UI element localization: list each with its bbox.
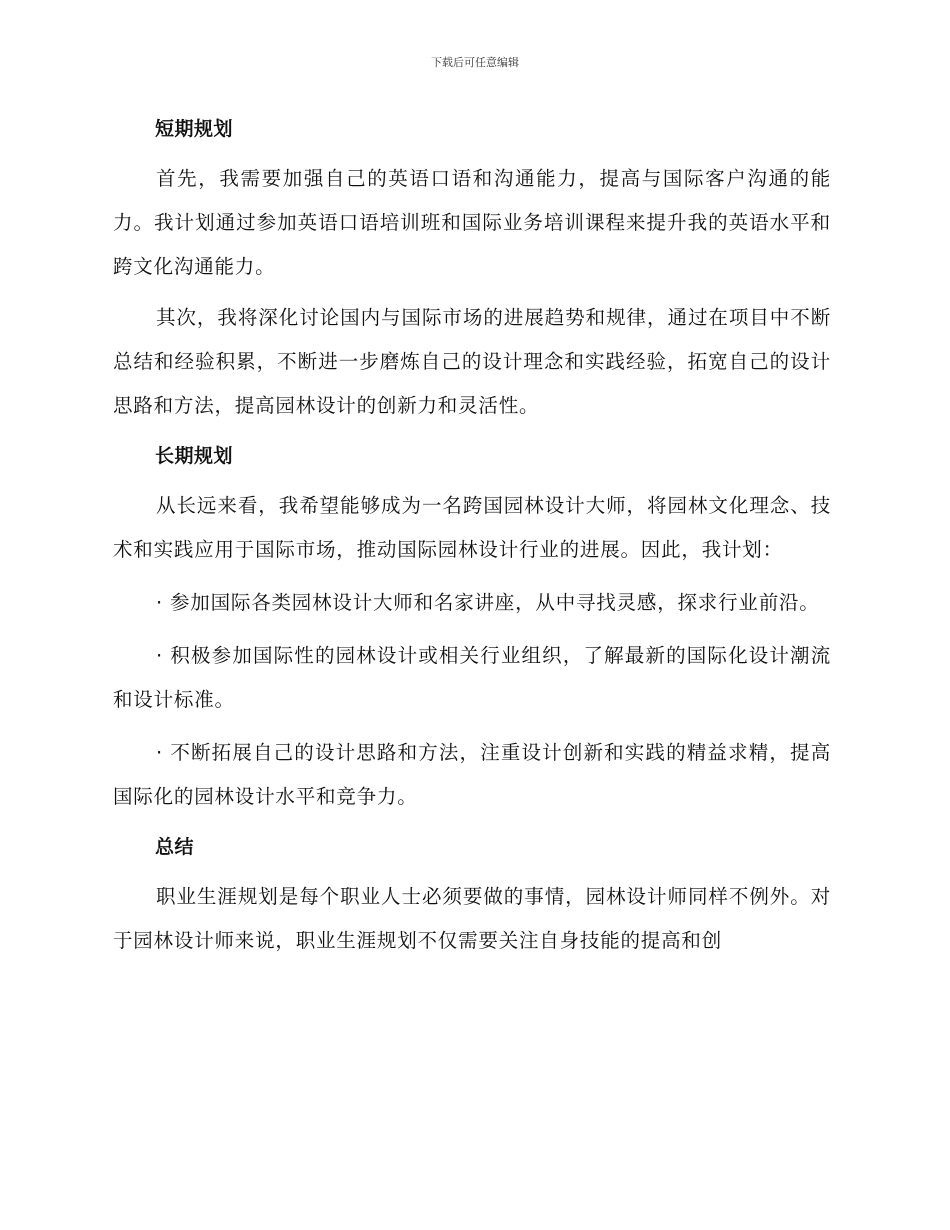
- page-header: 下载后可任意编辑: [431, 56, 519, 69]
- bullet-item-2: · 积极参加国际性的园林设计或相关行业组织，了解最新的国际化设计潮流和设计标准。: [113, 644, 831, 711]
- paragraph-summary: 职业生涯规划是每个职业人士必须要做的事情，园林设计师同样不例外。对于园林设计师来说，职业生涯规划不仅需要关注自身技能的提高和创: [113, 885, 831, 952]
- paragraph-long-term-intro: 从长远来看，我希望能够成为一名跨国园林设计大师，将园林文化理念、技术和实践应用于国际市场，推动国际园林设计行业的进展。因此，我计划：: [113, 494, 831, 561]
- bullet-item-3: · 不断拓展自己的设计思路和方法，注重设计创新和实践的精益求精，提高国际化的园林设计水平和竞争力。: [113, 741, 831, 808]
- heading-summary: 总结: [155, 836, 195, 858]
- paragraph-short-term-2: 其次，我将深化讨论国内与国际市场的进展趋势和规律，通过在项目中不断总结和经验积累，不断进一步磨炼自己的设计理念和实践经验，拓宽自己的设计思路和方法，提高园林设计的创新力和灵活性。: [113, 306, 831, 417]
- document-body: [113, 108, 831, 963]
- bullet-item-1: · 参加国际各类园林设计大师和名家讲座，从中寻找灵感，探求行业前沿。: [156, 591, 820, 614]
- heading-short-term: 短期规划: [155, 118, 234, 140]
- heading-long-term: 长期规划: [155, 445, 234, 467]
- paragraph-short-term-1: 首先，我需要加强自己的英语口语和沟通能力，提高与国际客户沟通的能力。我计划通过参加英语口语培训班和国际业务培训课程来提升我的英语水平和跨文化沟通能力。: [113, 167, 831, 278]
